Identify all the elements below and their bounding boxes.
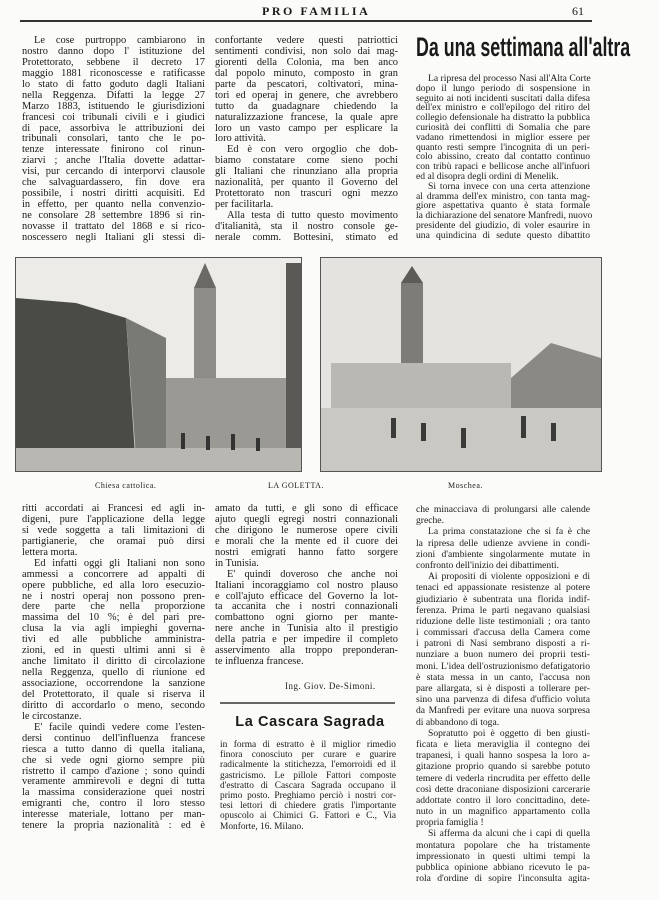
- text-line: zioni, ed in questi ultimi anni si è: [22, 645, 205, 657]
- text-line: le circostanze.: [22, 710, 82, 722]
- text-line: lo stato di fatto goduto dagli Italiani: [22, 78, 205, 90]
- news-column-bottom: [416, 504, 590, 884]
- text-line: nerale comm. Bottesini, stimato ed: [215, 231, 398, 243]
- text-line: emigranti che, contro il loro stesso: [22, 798, 205, 810]
- text-line: amato da tutti, e gli sono di efficace: [215, 503, 398, 514]
- text-line: riesca a tutto danno di quella italiana,: [22, 743, 205, 755]
- text-line: tenze interessate finirono col rinun-: [22, 144, 205, 156]
- text-line: E' facile quindi vedere come l'esten-: [34, 721, 205, 733]
- text-line: La prima constatazione che si fa è che: [428, 526, 590, 538]
- article-column-2-bottom: [215, 504, 398, 668]
- text-line: ed al disopra degli ordini di Menelik.: [416, 170, 559, 182]
- text-line: così dette draconiane disposizioni carcerarie: [416, 783, 590, 795]
- text-line: greche.: [416, 515, 444, 527]
- mosque-square-image: [321, 258, 601, 471]
- church-street-image: [16, 258, 301, 471]
- text-line: nella Reggenza, quello di riunione ed: [22, 667, 205, 679]
- text-line: impressionato in questi ultimi tempi la: [416, 850, 590, 862]
- text-line: Marzo 1883, istituendo le giurisdizioni: [22, 100, 205, 112]
- text-line: è stata messa in un canto, l'accusa non: [416, 671, 590, 683]
- text-line: ferenza. Prima le parti negavano qualsiasi: [416, 604, 590, 616]
- text-line: nella Reggenza. Difatti la legge 27: [22, 89, 205, 101]
- text-line: i patroni di Nasi sembrano disposti a ri-: [416, 638, 590, 650]
- text-line: maggio 1881 riconoscesse e ratificasse: [22, 67, 205, 79]
- section-title: Da una settimana all'altra: [416, 32, 631, 62]
- text-line: visi, pur cercando di interporvi clausole: [22, 166, 205, 178]
- text-line: giore aspettativa quanto è stata formale: [416, 200, 590, 212]
- text-line: per facilitarla.: [215, 199, 274, 211]
- text-line: d'italianità, sta il nostro console ge-: [215, 220, 398, 232]
- text-line: nunziare a buon numero dei proprii testi-: [416, 649, 590, 661]
- text-line: i commissari d'accusa della Camera come: [416, 627, 590, 639]
- text-line: della patria e per impedire il completo: [215, 634, 398, 646]
- text-line: te influenza francese.: [215, 656, 304, 668]
- text-line: in effetto, per quanto nella convenzio-: [22, 199, 205, 211]
- text-line: che salvaguardassero, fin dove era: [22, 177, 205, 189]
- photo-moschea: [320, 257, 602, 472]
- text-line: La ripresa del processo Nasi all'Alta Corte: [428, 73, 591, 84]
- text-line: seguito ai noti incidenti suscitati dalla difesa: [416, 92, 590, 104]
- text-line: che si vede ogni giorno sempre più: [22, 754, 205, 766]
- text-line: ne i nostri operaj non possono pren-: [22, 590, 205, 602]
- article-column-1-bottom: [22, 504, 205, 832]
- text-line: primo posto. Preghiamo perciò i nostri cor-: [220, 790, 396, 801]
- text-line: propria famiglia !: [416, 817, 484, 829]
- photo-chiesa-cattolica: [15, 257, 302, 472]
- text-line: la dichiarazione del senatore Manfredi, nuovo: [416, 210, 593, 222]
- text-line: si vede soggetta a tali limitazioni di: [22, 524, 205, 536]
- text-line: giudiziario è subentrata una florida indif-: [416, 593, 590, 605]
- text-line: collegio defensionale ha distratto la pubblica: [416, 112, 590, 124]
- text-line: associazione, occorrendone la sanzione: [22, 678, 205, 689]
- text-line: ne consolare 28 settembre 1896 si rin-: [22, 210, 205, 221]
- text-line: Alla testa di tutto questo movimento: [227, 210, 398, 221]
- text-line: Monforte, 16. Milano.: [220, 821, 304, 832]
- text-line: tutto da guadagnare chiedendo la: [215, 100, 398, 112]
- text-line: moni. L'idea dell'ostruzionismo defatigatorio: [416, 660, 590, 672]
- text-line: nere anche in Tunisia alto il prestigio: [215, 623, 398, 635]
- text-line: ziarvi ; anche l'Italia dovette adattar-: [22, 155, 205, 167]
- text-line: combattono ogni giorno per mante-: [215, 612, 398, 624]
- page-number: 61: [572, 4, 584, 18]
- news-column-top: [416, 73, 593, 241]
- text-line: novasse il trattato del 1868 e si rico-: [22, 220, 205, 232]
- text-line: diritto di accordarlo o meno, secondo: [22, 699, 205, 711]
- text-line: la ripresa delle udienze avviene in condi-: [416, 537, 590, 549]
- text-line: e morali che la mente ed il cuore dei: [215, 535, 398, 547]
- text-line: trapanesi, i quali hanno sospesa la loro a-: [416, 750, 590, 762]
- text-line: quanto resti sempre l'incognita di un peri-: [416, 141, 590, 153]
- text-line: che dirigono le numerose opere civili: [215, 524, 398, 536]
- text-line: ta accanita che i nostri connazionali: [215, 601, 398, 613]
- text-line: opere pubbliche, ed alla loro esecuzio-: [22, 579, 205, 591]
- text-line: radicalmente la stitichezza, l'emorroidi ed il: [220, 760, 396, 771]
- text-line: presidente del giudizio, di voler esaurire in: [416, 219, 590, 231]
- text-line: la massima considerazione quei nostri: [22, 787, 205, 799]
- text-line: finora conosciuto per curare e guarire: [220, 750, 396, 761]
- text-line: del Protettorato, il quale si riserva il: [22, 688, 205, 700]
- text-line: vadano rimettendosi in miglior essere per: [416, 131, 590, 143]
- text-line: possibile, i nostri diritti acquisiti. Ed: [22, 188, 205, 200]
- text-line: pare allargata, si è disposti a tollerare per-: [416, 683, 590, 694]
- text-line: biamo constatare come sieno pochi: [215, 155, 398, 167]
- text-line: loro un vasto campo per esplicare la: [215, 122, 398, 134]
- text-line: curiosità dei conflitti di Somalia che pare: [416, 121, 590, 133]
- text-line: con tribù rapaci e bellicose anche all'infuori: [416, 161, 590, 173]
- text-line: Italiani incoraggiamo col nostro plauso: [215, 579, 398, 591]
- text-line: in forma di estratto è il miglior rimedio: [220, 740, 396, 750]
- text-line: al dramma dell'ex ministro, con tanta mag-: [416, 190, 590, 202]
- text-line: che minacciava di prolungarsi alle calende: [416, 504, 590, 515]
- text-line: anche limitato il diritto di circolazione: [22, 656, 205, 668]
- text-line: gastricismo. Le pillole Fattori composte: [220, 770, 396, 781]
- text-line: tribunali consolari, tanto che le po-: [22, 133, 205, 145]
- text-line: di pace, assorbiva le attribuzioni dei: [22, 122, 205, 134]
- caption-goletta: LA GOLETTA.: [268, 481, 324, 490]
- text-line: dopo il lungo periodo di sospensione in: [416, 82, 590, 94]
- text-line: Protettorato, sebbene il decreto 17: [22, 56, 205, 68]
- text-line: da Manfredi per evitare una nuova sorpresa: [416, 705, 590, 717]
- text-line: montatura popolare che ha tristamente: [416, 839, 590, 851]
- text-line: e coll'ajuto efficace del Governo la lot-: [215, 590, 398, 602]
- text-line: ristretto il campo d'azione ; sono quindi: [22, 765, 205, 777]
- text-line: colo abissino, creato dal contatto continuo: [416, 151, 590, 163]
- text-line: tenaci ed appassionate resistenze al potere: [416, 582, 590, 594]
- text-line: francesi coi tribunali civili e i giudici: [22, 111, 205, 123]
- text-line: gitazione proprio quando si sarebbe potuto: [416, 761, 590, 773]
- text-line: partigianerie, che oramai può dirsi: [22, 535, 205, 547]
- text-line: tivi ed alle pubbliche amministra-: [22, 634, 205, 646]
- text-line: in Tunisia.: [215, 557, 259, 569]
- text-line: una quindicina di sedute questo dibattito: [416, 229, 590, 241]
- text-line: ammessi a concorrere ad appalti di: [22, 568, 205, 580]
- text-line: Ai propositi di violente opposizioni e di: [428, 571, 590, 583]
- text-line: parte da pescatori, coltivatori, mina-: [215, 78, 398, 90]
- text-line: Sopratutto poi è oggetto di ben giusti-: [428, 727, 590, 739]
- text-line: gli Italiani che rinunziano alla propria: [215, 166, 398, 178]
- text-line: dal popolo minuto, composto in gran: [215, 67, 398, 79]
- text-line: loro attività.: [215, 133, 266, 145]
- text-line: tenere la propria nazionalità : ed è: [22, 820, 205, 832]
- text-line: Ed infatti oggi gli Italiani non sono: [34, 557, 205, 569]
- text-line: naturalizzazione francese, la quale apre: [215, 111, 398, 123]
- text-line: ritti accordati ai Francesi ed agli in-: [22, 503, 205, 514]
- text-line: noscessero negli Italiani gli stessi di-: [22, 231, 205, 243]
- advert-rule: [220, 702, 395, 704]
- text-line: addottate contro il loro concittadino, dete-: [416, 794, 590, 806]
- text-line: tesi lettori di chiedere gratis l'importante: [220, 801, 396, 812]
- text-line: confortante vedere questi patriottici: [215, 35, 398, 46]
- text-line: di abbandono di toga.: [416, 716, 500, 728]
- article-column-1-top: [22, 36, 205, 244]
- text-line: dersi continuo dell'influenza francese: [22, 732, 205, 744]
- text-line: E' quindi doveroso che anche noi: [227, 568, 398, 580]
- text-line: Protettorato non trascuri ogni mezzo: [215, 188, 398, 200]
- text-line: asservimento alla troppo preponderan-: [215, 645, 398, 657]
- text-line: tori ed operaj in genere, che avrebbero: [215, 89, 398, 101]
- text-line: d'estratto di Cascara Sagrada occupano il: [220, 780, 396, 791]
- text-line: confronto dell'inizio dei dibattimenti.: [416, 559, 559, 571]
- text-line: opuscolo ai Chimici G. Fattori e C., Via: [220, 811, 396, 822]
- text-line: interesse materiale, lottano per man-: [22, 809, 205, 821]
- text-line: temere di vederla rincrudita per effetto delle: [416, 772, 590, 784]
- running-header: PRO FAMILIA: [262, 4, 371, 18]
- text-line: giorenti della Colonia, ma ben anco: [215, 56, 398, 68]
- text-line: nostri emigrati hanno fatto sorgere: [215, 546, 398, 558]
- text-line: Le cose purtroppo cambiarono in: [34, 35, 205, 46]
- text-line: sentimenti condivisi, non solo dai mag-: [215, 45, 398, 57]
- text-line: clusa la via agli impieghi governa-: [22, 623, 205, 635]
- text-line: Si torna invece con una certa attenzione: [428, 180, 590, 192]
- text-line: sino una parvenza di difesa d'ufficio voluta: [416, 694, 590, 706]
- text-line: ajuto quegli egregi nostri connazionali: [215, 513, 398, 525]
- advert-body: [220, 740, 396, 832]
- advert-title: La Cascara Sagrada: [235, 714, 385, 730]
- text-line: veramente ammirevoli e degni di tutta: [22, 776, 205, 788]
- text-line: zioni d'ambiente singolarmente mutate in: [416, 548, 590, 560]
- text-line: nostro danno dopo l' istituzione del: [22, 45, 205, 57]
- author-signature: Ing. Giov. De-Simoni.: [285, 681, 376, 691]
- header-rule: [20, 20, 592, 22]
- text-line: Si afferma da alcuni che i capi di quella: [428, 828, 590, 840]
- text-line: lettera morta.: [22, 546, 78, 558]
- text-line: riduzione delle liste testimoniali ; ora tanto: [416, 615, 590, 627]
- text-line: dell'ex ministro e coll'epilogo del ritiro del: [416, 102, 590, 114]
- text-line: rola d'ordine di sopire l'inconsulta agita-: [416, 873, 590, 885]
- caption-chiesa: Chiesa cattolica.: [95, 481, 157, 490]
- text-line: ficata e lieta meraviglia il contegno dei: [416, 738, 590, 750]
- text-line: digeni, pure l'applicazione della legge: [22, 513, 205, 525]
- text-line: Ed è con vero orgoglio che dob-: [227, 144, 398, 156]
- text-line: pubblica opinione abbiano ricevuto le pa-: [416, 862, 590, 873]
- text-line: dere parte che nella proporzione: [22, 601, 205, 613]
- text-line: nuto in un magnifico appartamento colla: [416, 806, 590, 818]
- article-column-2-top: [215, 36, 398, 244]
- caption-moschea: Moschea.: [448, 481, 483, 490]
- text-line: nazionalità, per quanto il Governo del: [215, 177, 398, 189]
- text-line: massima del 10 %; è del pari pre-: [22, 612, 205, 624]
